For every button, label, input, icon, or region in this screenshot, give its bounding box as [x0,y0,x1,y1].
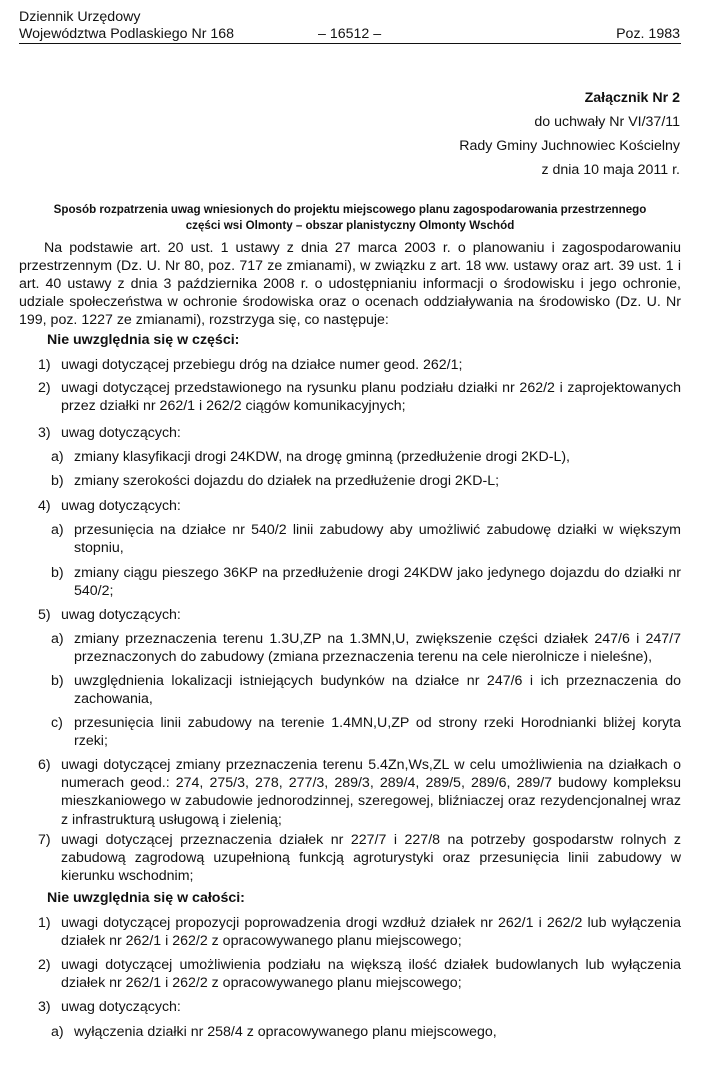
attachment-block [459,86,680,182]
list-subitem: b) uwzględnienia lokalizacji istniejących budynków na działce nr 247/6 i ich przeznaczenia do zachowania, [51,673,681,708]
intro-paragraph: Na podstawie art. 20 ust. 1 ustawy z dnia 27 marca 2003 r. o planowaniu i zagospodarowaniu przestrzennym (Dz. U. Nr 80, poz. 717 ze zmianami), w związku z art. 18 ww. ustawy oraz art. 39 ust. 1 i art. 40 ustawy z dnia 3 października 2008 r. o udostępnianiu informacji o środowisku i jego ochronie, udziale społeczeństwa w ochronie środowiska oraz o ocenach oddziaływania na środowisko (Dz. U. Nr 199, poz. 1227 ze zmianami), rozstrzyga się, co następuje: [19,240,681,328]
attachment-line1: do uchwały Nr VI/37/11 [534,114,680,130]
list-subitem: a) zmiany przeznaczenia terenu 1.3U,ZP na 1.3MN,U, zwiększenie części działek 247/6 i 247/7 przeznaczonych do zabudowy (zmiana przeznaczenia terenu na cele nierolnicze i nieleśne), [51,631,681,666]
attachment-line3: z dnia 10 maja 2011 r. [541,162,680,178]
list-subitem: a) przesunięcia na działce nr 540/2 linii zabudowy aby umożliwić zabudowę działki w większym stopniu, [51,522,681,557]
list-item: 1) uwagi dotyczącej przebiegu dróg na działce numer geod. 262/1; [38,357,463,373]
position-number: Poz. 1983 [616,26,680,42]
list-subitem: a) wyłączenia działki nr 258/4 z opracowywanego planu miejscowego, [51,1024,497,1040]
list-item: 3) uwag dotyczących: [38,425,181,441]
list-item: 7) uwagi dotyczącej przeznaczenia działek nr 227/7 i 227/8 na potrzeby gospodarstw rolnych z zabudową zagrodową uzupełnioną funkcją agroturystyki oraz przesunięcia linii zabudowy w kierunku wschodnim; [38,832,681,885]
section-heading-full: Nie uwzględnia się w całości: [47,890,245,906]
title-line1: Sposób rozpatrzenia uwag wniesionych do projektu miejscowego planu zagospodarowania przestrzennego [53,203,647,216]
journal-line1: Dziennik Urzędowy [19,9,141,25]
list-item: 3) uwag dotyczących: [38,999,181,1015]
page-header [19,9,680,43]
attachment-line2: Rady Gminy Juchnowiec Kościelny [459,138,680,154]
document-title [19,202,681,234]
list-item: 1) uwagi dotyczącej propozycji poprowadzenia drogi wzdłuż działek nr 262/1 i 262/2 lub wyłączenia działek nr 262/1 i 262/2 z opracowywanego planu miejscowego; [38,915,681,950]
page-number: – 16512 – [318,26,382,42]
title-line2: części wsi Olmonty – obszar planistyczny Olmonty Wschód [185,219,515,232]
section-heading-partial: Nie uwzględnia się w części: [47,332,240,348]
attachment-title: Załącznik Nr 2 [584,90,680,106]
list-subitem: a) zmiany klasyfikacji drogi 24KDW, na drogę gminną (przedłużenie drogi 2KD-L), [51,449,571,465]
list-item: 5) uwag dotyczących: [38,607,181,623]
list-item: 4) uwag dotyczących: [38,498,181,514]
list-item: 2) uwagi dotyczącej przedstawionego na rysunku planu podziału działki nr 262/2 i zaprojektowanych przez działki nr 262/1 i 262/2 ciągów komunikacyjnych; [38,380,681,415]
list-item: 2) uwagi dotyczącej umożliwienia podziału na większą ilość działek budowlanych lub wyłączenia działek nr 262/1 i 262/2 z opracowywanego planu miejscowego; [38,957,681,992]
list-subitem: b) zmiany szerokości dojazdu do działek na przedłużenie drogi 2KD-L; [51,473,500,489]
list-subitem: b) zmiany ciągu pieszego 36KP na przedłużenie drogi 24KDW jako jedynego dojazdu do działki nr 540/2; [51,565,681,600]
journal-title: Województwa Podlaskiego Nr 168 [19,26,235,42]
list-item: 6) uwagi dotyczącej zmiany przeznaczenia terenu 5.4Zn,Ws,ZL w celu umożliwienia na działkach o numerach geod.: 274, 275/3, 278, 277/3, 289/3, 289/4, 289/5, 289/6, 289/7 budowy kompleksu mieszkaniowego w zabudowie jednorodzinnej, szeregowej, bliźniaczej oraz rezydencjonalnej wraz z infrastrukturą usługową i zielenią; [38,757,681,828]
list-subitem: c) przesunięcia linii zabudowy na terenie 1.4MN,U,ZP od strony rzeki Horodnianki bliżej koryta rzeki; [51,715,681,750]
header-rule [19,43,681,44]
